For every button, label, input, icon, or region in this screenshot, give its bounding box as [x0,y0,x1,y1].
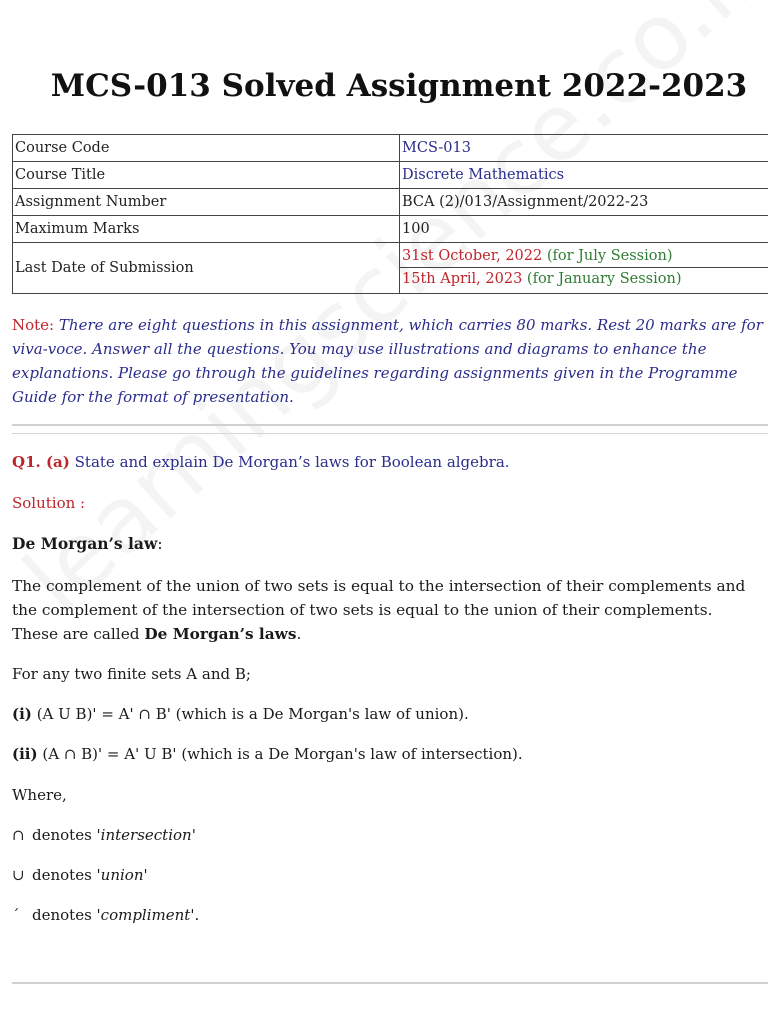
divider [12,433,768,434]
heading-suffix: : [157,535,163,553]
last-date-label: Last Date of Submission [13,243,400,294]
def-term: compliment [100,906,191,924]
note-text: There are eight questions in this assignment, which carries 80 marks. Rest 20 marks are for viva-voce. Answer all the questions. You may use illustrations and diagrams to enhance the explanations. Please go through the guidelines regarding assignments given in the Programme Guide for the format of presentation. [12,316,763,406]
table-row [13,216,768,243]
table-row [13,243,768,294]
def-term: intersection [100,826,192,844]
max-marks-label: Maximum Marks [13,216,400,243]
course-title-label: Course Title [13,162,400,189]
def-post: ' [143,866,148,884]
law-union-label: (i) [12,705,32,723]
assignment-number-label: Assignment Number [13,189,400,216]
def-intersection [12,823,760,847]
course-info-table [12,134,768,294]
law-union-text: (A U B)' = A' ∩ B' (which is a De Morgan's law of union). [36,705,469,723]
last-date-value [400,243,768,294]
page-title: MCS-013 Solved Assignment 2022-2023 [50,68,748,104]
law-intersection [12,742,760,766]
definition-paragraph [12,574,760,646]
course-code-label: Course Code [13,135,400,162]
table-row [13,135,768,162]
heading-text: De Morgan’s law [12,534,158,553]
divider [12,424,768,426]
question-label: Q1. (a) [12,453,70,471]
paragraph-bold: De Morgan’s laws [144,625,297,643]
table-row [13,189,768,216]
union-symbol: ∪ [12,866,25,884]
section-heading [12,534,760,553]
def-term: union [100,866,144,884]
def-union [12,863,760,887]
note [12,313,764,409]
law-intersection-label: (ii) [12,745,38,763]
table-row [13,162,768,189]
course-code-value: MCS-013 [400,135,768,162]
note-label: Note: [12,316,55,334]
paragraph-text: The complement of the union of two sets is equal to the intersection of their complements and the complement of the intersection of two sets is equal to the union of their complements. These are called [12,577,746,643]
january-date: 15th April, 2023 [402,271,523,287]
def-post: '. [190,906,200,924]
law-intersection-text: (A ∩ B)' = A' U B' (which is a De Morgan's law of intersection). [42,745,523,763]
def-pre: denotes ' [32,906,101,924]
law-union [12,702,760,726]
question-text: State and explain De Morgan’s laws for Boolean algebra. [74,453,510,471]
def-post: ' [191,826,196,844]
paragraph-end: . [296,625,302,643]
course-title-value: Discrete Mathematics [400,162,768,189]
assignment-number-value: BCA (2)/013/Assignment/2022-23 [400,189,768,216]
divider [12,982,768,984]
january-session: (for January Session) [526,271,682,287]
max-marks-value: 100 [400,216,768,243]
complement-symbol: ´ [12,906,20,924]
july-date: 31st October, 2022 [402,248,543,264]
question [12,453,760,471]
where-text: Where, [12,786,67,804]
july-session: (for July Session) [546,248,673,264]
for-any-text: For any two finite sets A and B; [12,665,251,683]
def-complement [12,903,760,927]
def-pre: denotes ' [32,866,101,884]
intersection-symbol: ∩ [12,826,25,844]
solution-label: Solution : [12,494,86,512]
def-pre: denotes ' [32,826,101,844]
